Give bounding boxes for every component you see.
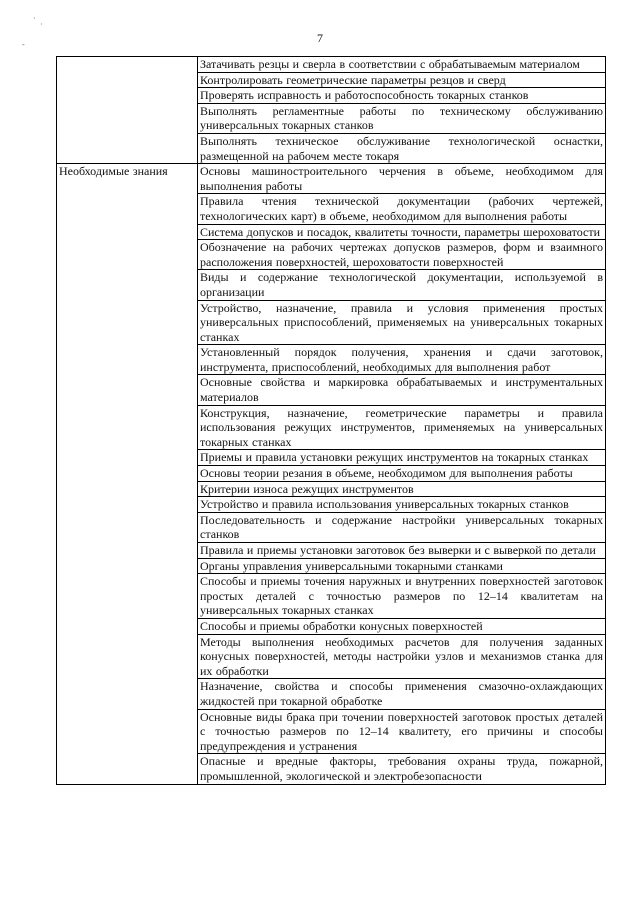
requirement-item: Опасные и вредные факторы, требования охраны труда, пожарной, промышленной, экологической и электробезопасности: [198, 754, 606, 784]
scan-mark: ·: [33, 14, 36, 23]
requirement-item: Правила чтения технической документации (рабочих чертежей, технологических карт) в объеме, необходимом для выполнения работы: [198, 194, 606, 224]
section-label-knowledge: Необходимые знания: [57, 164, 198, 784]
requirement-item: Назначение, свойства и способы применения смазочно-охлаждающих жидкостей при токарной обработке: [198, 679, 606, 709]
requirement-item: Установленный порядок получения, хранения и сдачи заготовок, инструмента, приспособлений, необходимых для выполнения работ: [198, 345, 606, 375]
requirement-item: Основы теории резания в объеме, необходимом для выполнения работы: [198, 466, 606, 482]
requirement-item: Способы и приемы обработки конусных поверхностей: [198, 618, 606, 634]
table-row: [57, 164, 606, 194]
requirement-item: Основы машиностроительного черчения в объеме, необходимом для выполнения работы: [198, 164, 606, 194]
requirement-item: Затачивать резцы и сверла в соответствии с обрабатываемым материалом: [198, 57, 606, 73]
table-row: [57, 57, 606, 73]
requirement-item: Основные виды брака при точении поверхностей заготовок простых деталей с точностью размеров по 12–14 квалитету, его причины и способы предупреждения и устранения: [198, 709, 606, 754]
requirement-item: Система допусков и посадок, квалитеты точности, параметры шероховатости: [198, 224, 606, 240]
scan-mark: -: [22, 40, 25, 49]
requirements-table: [56, 56, 606, 785]
requirement-item: Контролировать геометрические параметры резцов и сверд: [198, 72, 606, 88]
requirement-item: Основные свойства и маркировка обрабатываемых и инструментальных материалов: [198, 375, 606, 405]
requirements-table-body: [57, 57, 606, 785]
requirement-item: Выполнять регламентные работы по техническому обслуживанию универсальных токарных станков: [198, 103, 606, 133]
scan-mark: ·: [40, 20, 43, 29]
requirement-item: Критерии износа режущих инструментов: [198, 481, 606, 497]
requirement-item: Обозначение на рабочих чертежах допусков размеров, форм и взаимного расположения поверхностей, шероховатости поверхностей: [198, 240, 606, 270]
page-number: 7: [317, 31, 323, 45]
requirement-item: Проверять исправность и работоспособность токарных станков: [198, 88, 606, 104]
requirement-item: Органы управления универсальными токарными станками: [198, 558, 606, 574]
requirement-item: Конструкция, назначение, геометрические параметры и правила использования режущих инструментов, применяемых на универсальных токарных станках: [198, 405, 606, 450]
requirement-item: Приемы и правила установки режущих инструментов на токарных станках: [198, 450, 606, 466]
requirement-item: Устройство, назначение, правила и условия применения простых универсальных приспособлений, применяемых на универсальных токарных станках: [198, 300, 606, 345]
requirement-item: Последовательность и содержание настройки универсальных токарных станков: [198, 512, 606, 542]
requirement-item: Правила и приемы установки заготовок без выверки и с выверкой по детали: [198, 543, 606, 559]
section-label-empty: [57, 57, 198, 164]
requirement-item: Выполнять техническое обслуживание технологической оснастки, размещенной на рабочем месте токаря: [198, 133, 606, 163]
requirement-item: Устройство и правила использования универсальных токарных станков: [198, 497, 606, 513]
requirement-item: Виды и содержание технологической документации, используемой в организации: [198, 270, 606, 300]
requirement-item: Методы выполнения необходимых расчетов для получения заданных конусных поверхностей, методы настройки узлов и механизмов станка для их обработки: [198, 634, 606, 679]
requirement-item: Способы и приемы точения наружных и внутренних поверхностей заготовок простых деталей с точностью размеров по 12–14 квалитетам на универсальных токарных станках: [198, 574, 606, 619]
